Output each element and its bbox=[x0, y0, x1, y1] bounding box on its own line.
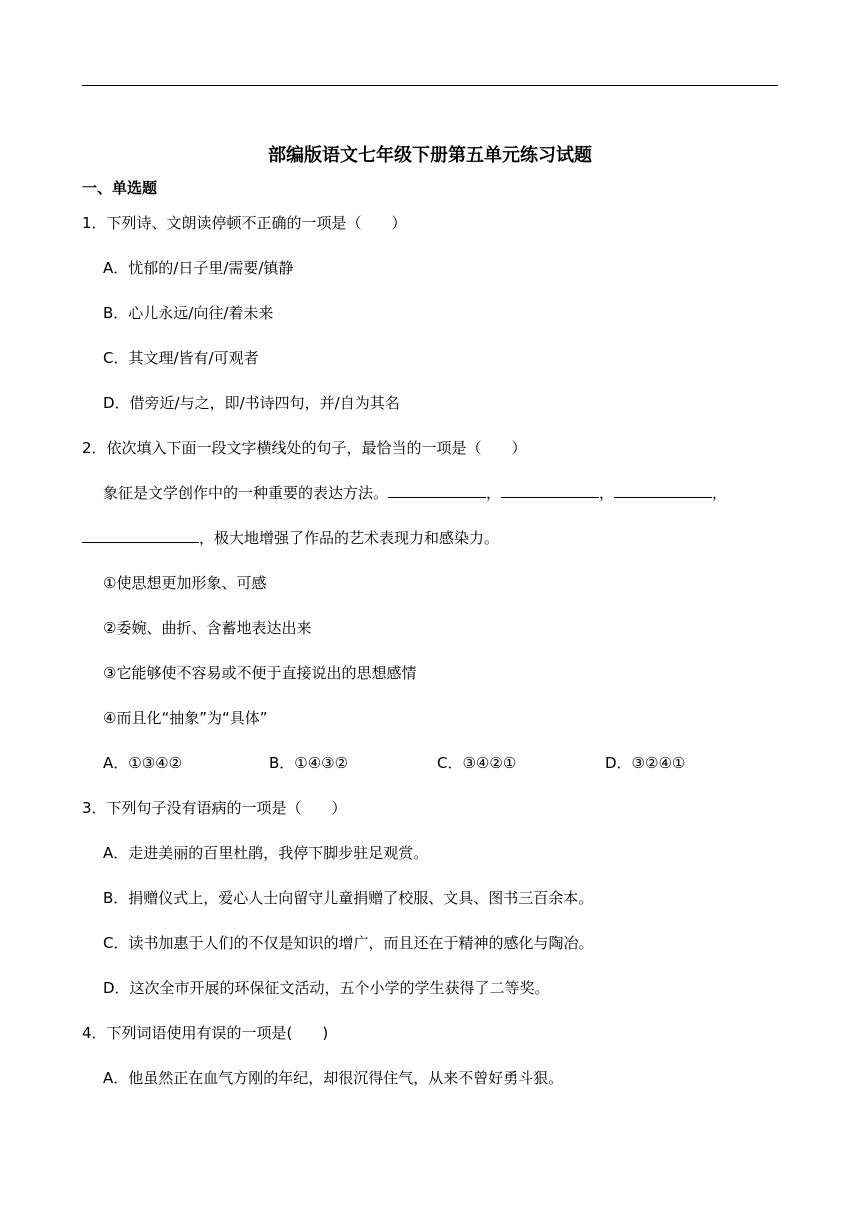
answer-blank-1 bbox=[388, 483, 486, 498]
question-2-passage-end: ，极大地增强了作品的艺术表现力和感染力。 bbox=[199, 529, 500, 547]
question-3-option-b: B．捐赠仪式上，爱心人士向留守儿童捐赠了校服、文具、图书三百余本。 bbox=[103, 889, 594, 907]
question-3-option-a: A．走进美丽的百里杜鹃，我停下脚步驻足观赏。 bbox=[103, 844, 429, 862]
question-2-item-2: ②委婉、曲折、含蓄地表达出来 bbox=[103, 619, 312, 637]
question-3-option-d: D．这次全市开展的环保征文活动，五个小学的学生获得了二等奖。 bbox=[103, 979, 550, 997]
blank-separator: ， bbox=[599, 484, 615, 502]
question-2-option-b: B．①④③② bbox=[269, 754, 349, 772]
question-2-passage-line-2 bbox=[82, 528, 499, 548]
question-2-passage-start: 象征是文学创作中的一种重要的表达方法。 bbox=[103, 484, 389, 502]
blank-separator: ， bbox=[486, 484, 502, 502]
blank-separator: ， bbox=[712, 484, 728, 502]
question-3-option-c: C．读书加惠于人们的不仅是知识的增广，而且还在于精神的感化与陶冶。 bbox=[103, 934, 594, 952]
answer-blank-4 bbox=[82, 528, 199, 543]
question-1-stem: 1．下列诗、文朗读停顿不正确的一项是（ ） bbox=[82, 214, 407, 232]
answer-blank-3 bbox=[614, 483, 712, 498]
page-title: 部编版语文七年级下册第五单元练习试题 bbox=[268, 145, 592, 166]
question-2-option-d: D．③②④① bbox=[605, 754, 686, 772]
question-1-option-a: A．忧郁的/日子里/需要/镇静 bbox=[103, 259, 294, 277]
question-1-option-b: B．心儿永远/向往/着未来 bbox=[103, 304, 274, 322]
question-1-option-d: D．借旁近/与之，即/书诗四句，并/自为其名 bbox=[103, 394, 400, 412]
question-2-stem: 2．依次填入下面一段文字横线处的句子，最恰当的一项是（ ） bbox=[82, 439, 527, 457]
question-2-passage-line-1 bbox=[103, 483, 727, 503]
question-1-option-c: C．其文理/皆有/可观者 bbox=[103, 349, 259, 367]
question-2-option-a: A．①③④② bbox=[103, 754, 183, 772]
question-4-option-a: A．他虽然正在血气方刚的年纪，却很沉得住气，从来不曾好勇斗狠。 bbox=[103, 1069, 564, 1087]
section-heading: 一、单选题 bbox=[82, 179, 158, 197]
question-4-stem: 4．下列词语使用有误的一项是( ) bbox=[82, 1024, 329, 1042]
question-2-item-4: ④而且化“抽象”为“具体” bbox=[103, 709, 268, 727]
question-2-item-3: ③它能够使不容易或不便于直接说出的思想感情 bbox=[103, 664, 417, 682]
answer-blank-2 bbox=[501, 483, 599, 498]
question-2-option-c: C．③④②① bbox=[437, 754, 517, 772]
question-3-stem: 3．下列句子没有语病的一项是（ ） bbox=[82, 799, 347, 817]
question-2-item-1: ①使思想更加形象、可感 bbox=[103, 574, 267, 592]
header-rule bbox=[82, 85, 778, 86]
